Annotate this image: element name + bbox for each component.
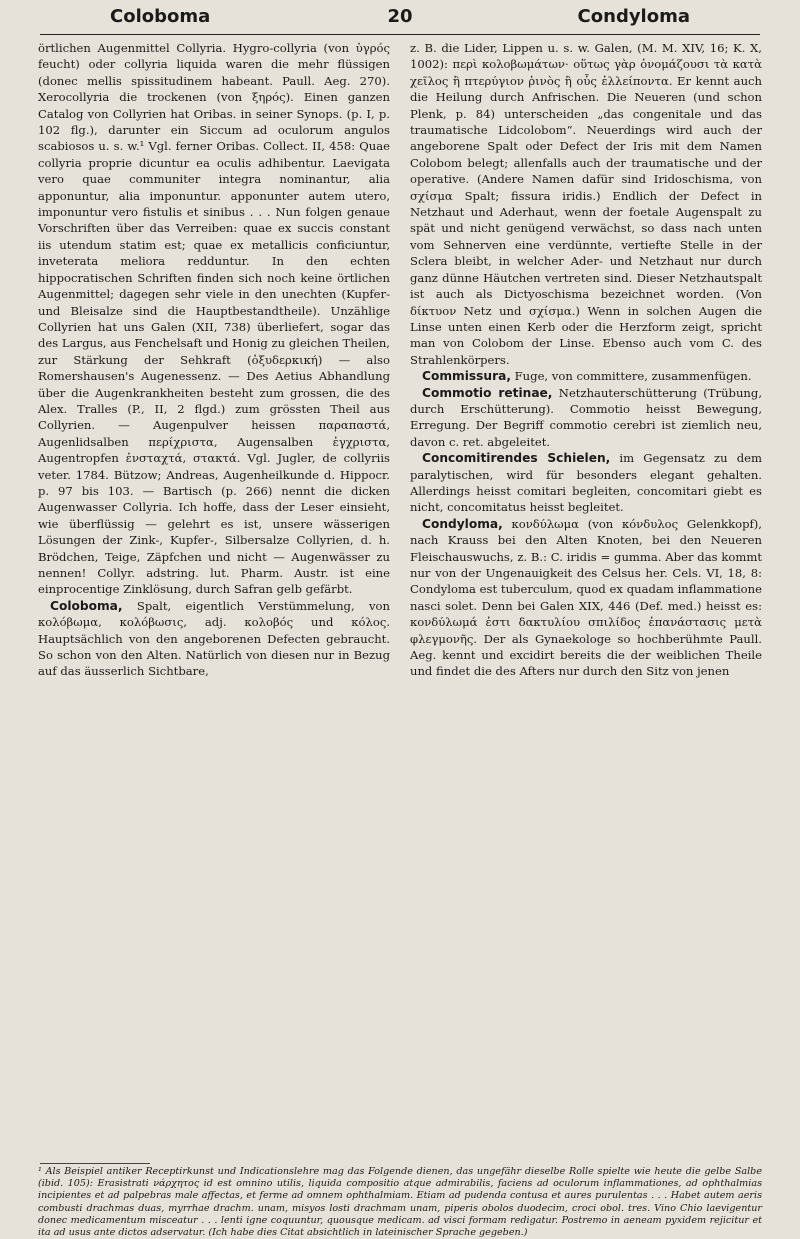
- footnote-rule: [40, 1163, 150, 1164]
- dictionary-entry: [410, 368, 762, 384]
- running-header: [30, 6, 770, 32]
- dictionary-entry: [410, 516, 762, 680]
- entry-headword: Commotio retinae,: [422, 385, 553, 400]
- entry-text: z. B. die Lider, Lippen u. s. w. Galen, (M. M. XIV, 16; K. X, 1002): περὶ κολοβωμάτων· οὕτως γὰρ ὀνομάζουσι τὰ κατὰ χεῖλος ἢ πτερύγιον ῥινὸς ἢ οὖς ἐλλείποντα. Er kennt auch die Heilung durch Anfrischen. Die Neueren (und schon Plenk, p. 84) unterscheiden „das congenitale und das traumatische Lidcolobom“. Neuerdings wird auch der angeborene Spalt oder Defect der Iris mit dem Namen Colobom belegt; allenfalls auch der traumatische und der operative. (Andere Namen dafür sind Iridoschisma, von σχίσμα Spalt; fissura iridis.) Endlich der Defect in Netzhaut und Aderhaut, wenn der foetale Augenspalt zu spät und nicht genügend verwächst, so dass nach unten vom Sehnerven eine verdünnte, vertiefte Stelle in der Sclera bleibt, in welcher Ader- und Netzhaut nur durch ganz dünne Häutchen vertreten sind. Dieser Netzhautspalt ist auch als Dictyoschisma bezeichnet worden. (Von δίκτυον Netz und σχίσμα.) Wenn in solchen Augen die Linse unten einen Kerb oder die Herzform zeigt, spricht man von Colobom der Linse. Ebenso auch vom C. des Strahlenkörpers.: [410, 41, 762, 367]
- entry-text: Spalt, eigentlich Verstümmelung, von κολόβωμα, κολόβωσις, adj. κολοβός und κόλος. Hauptsächlich von den angeborenen Defecten gebraucht. So schon von den Alten. Natürlich von diesen nur in Bezug auf das äusserlich Sichtbare,: [38, 598, 390, 679]
- right-column: [410, 40, 762, 680]
- entry-text: Fuge, von committere, zusammenfügen.: [510, 369, 752, 384]
- entry-text: im Gegensatz zu dem paralytischen, wird für besonders elegant gehalten. Allerdings heisst comitari begleiten, concomitari giebt es nicht, concomitatus heisst begleitet.: [410, 451, 762, 515]
- page-number: 20: [387, 6, 413, 27]
- left-column: [38, 40, 390, 680]
- entry-headword: Coloboma,: [50, 598, 123, 613]
- entry-text: κονδύλωμα (von κόνδυλος Gelenkkopf), nach Krauss bei den Alten Knoten, bei den Neueren Fleischauswuchs, z. B.: C. iridis = gumma. Aber das kommt nur von der Ungenauigkeit des Celsus her. Cels. VI, 18, 8: Condyloma est tuberculum, quod ex quadam inflammatione nasci solet. Denn bei Galen XIX, 446 (Def. med.) heisst es: κονδύλωμά ἐστι δακτυλίου σπιλίδος ἐπανάστασις μετὰ φλεγμονῆς. Der als Gynaekologe so hochberühmte Paull. Aeg. kennt und excidirt bereits die der weiblichen Theile und findet die des Afters nur durch den Sitz von jenen: [410, 516, 762, 679]
- entry-text: örtlichen Augenmittel Collyria. Hygro-collyria (von ὑγρός feucht) oder collyria liquida waren die mehr flüssigen (donec mellis spissitudinem habeant. Paull. Aeg. 270). Xerocollyria die trockenen (von ξηρός). Einen ganzen Catalog von Collyrien hat Oribas. in seiner Synops. (p. I, p. 102 flg.), darunter ein Siccum ad oculorum angulos scabiosos u. s. w.¹ Vgl. ferner Oribas. Collect. II, 458: Quae collyria proprie dicuntur ea oculis adhibentur. Laevigata vero quae communiter integra nominantur, alia apponuntur, alia imponuntur. apponunter autem utero, imponuntur vero fistulis et sinibus . . . Nun folgen genaue Vorschriften über das Verreiben: quae ex succis constant iis utendum statim est; quae ex metallicis conficiuntur, inveterata meliora redduntur. In den echten hippocratischen Schriften finden sich noch keine örtlichen Augenmittel; dagegen sehr viele in den unechten (Kupfer- und Bleisalze sind die Hauptbestandtheile). Unzählige Collyrien hat uns Galen (XII, 738) überliefert, sogar das des Largus, aus Fenchelsaft und Honig zu gleichen Theilen, zur Stärkung der Sehkraft (ὀξυδερκική) — also Romershausen's Augenessenz. — Des Aetius Abhandlung über die Augenkrankheiten besteht zum grossen, die des Alex. Tralles (P., II, 2 flgd.) zum grössten Theil aus Collyrien. — Augenpulver heissen παραπαστά, Augenlidsalben περίχριστα, Augensalben ἐγχριστα, Augentropfen ἐνσταχτά, στακτά. Vgl. Jugler, de collyriis veter. 1784. Bützow; Andreas, Augenheilkunde d. Hippocr. p. 97 bis 103. — Bartisch (p. 266) nennt die dicken Augenwasser Collyria. Ich hoffe, dass der Leser einsieht, wie überflüssig — gelehrt es ist, unsere wässerigen Lösungen der Zink-, Kupfer-, Silbersalze Collyrien, d. h. Brödchen, Teige, Zäpfchen und nicht — Augenwässer zu nennen! Collyr. adstring. lut. Pharm. Austr. ist eine einprocentige Zinklösung, durch Safran gelb gefärbt.: [38, 41, 390, 597]
- header-right-keyword: Condyloma: [577, 6, 690, 27]
- entry-headword: Concomitirendes Schielen,: [422, 451, 611, 466]
- entry-headword: Commissura,: [422, 369, 511, 384]
- header-left-keyword: Coloboma: [110, 6, 211, 27]
- footnote: ¹ Als Beispiel antiker Receptirkunst und Indicationslehre mag das Folgende dienen, das ungefähr dieselbe Rolle spielte wie heute die gelbe Salbe (ibid. 105): Erasistrati νάρχητος id est omnino utilis, liquida compositio atque admirabilis, faciens ad oculorum inflammationes, ad ophthalmias incipientes et ad palpebras male affectas, et ferme ad omnem ophthalmiam. Etiam ad pudenda contusa et aures purulentas . . . Habet autem aeris combusti drachmas duas, myrrhae drachm. unam, misyos losti drachmam unam, piperis obolos duodecim, croci obol. tres. Vino Chio laevigentur donec medicamentum misceatur . . . lenti igne coquuntur, quousque medicam. ad visci formam redigatur. Postremo in aeneam pyxidem rejicitur et ita ad usus ante dictos adservatur. (Ich habe dies Citat absichtlich in lateinischer Sprache gegeben.): [38, 1166, 762, 1239]
- paragraph: [38, 40, 390, 598]
- entry-text: Netzhauterschütterung (Trübung, durch Erschütterung). Commotio heisst Bewegung, Erregung. Der Begriff commotio cerebri ist ziemlich neu, davon c. ret. abgeleitet.: [410, 385, 762, 449]
- paragraph: [410, 40, 762, 368]
- header-rule: [40, 34, 760, 35]
- dictionary-entry: [410, 385, 762, 451]
- dictionary-entry: [38, 598, 390, 680]
- entry-headword: Condyloma,: [422, 516, 503, 531]
- dictionary-entry: [410, 450, 762, 516]
